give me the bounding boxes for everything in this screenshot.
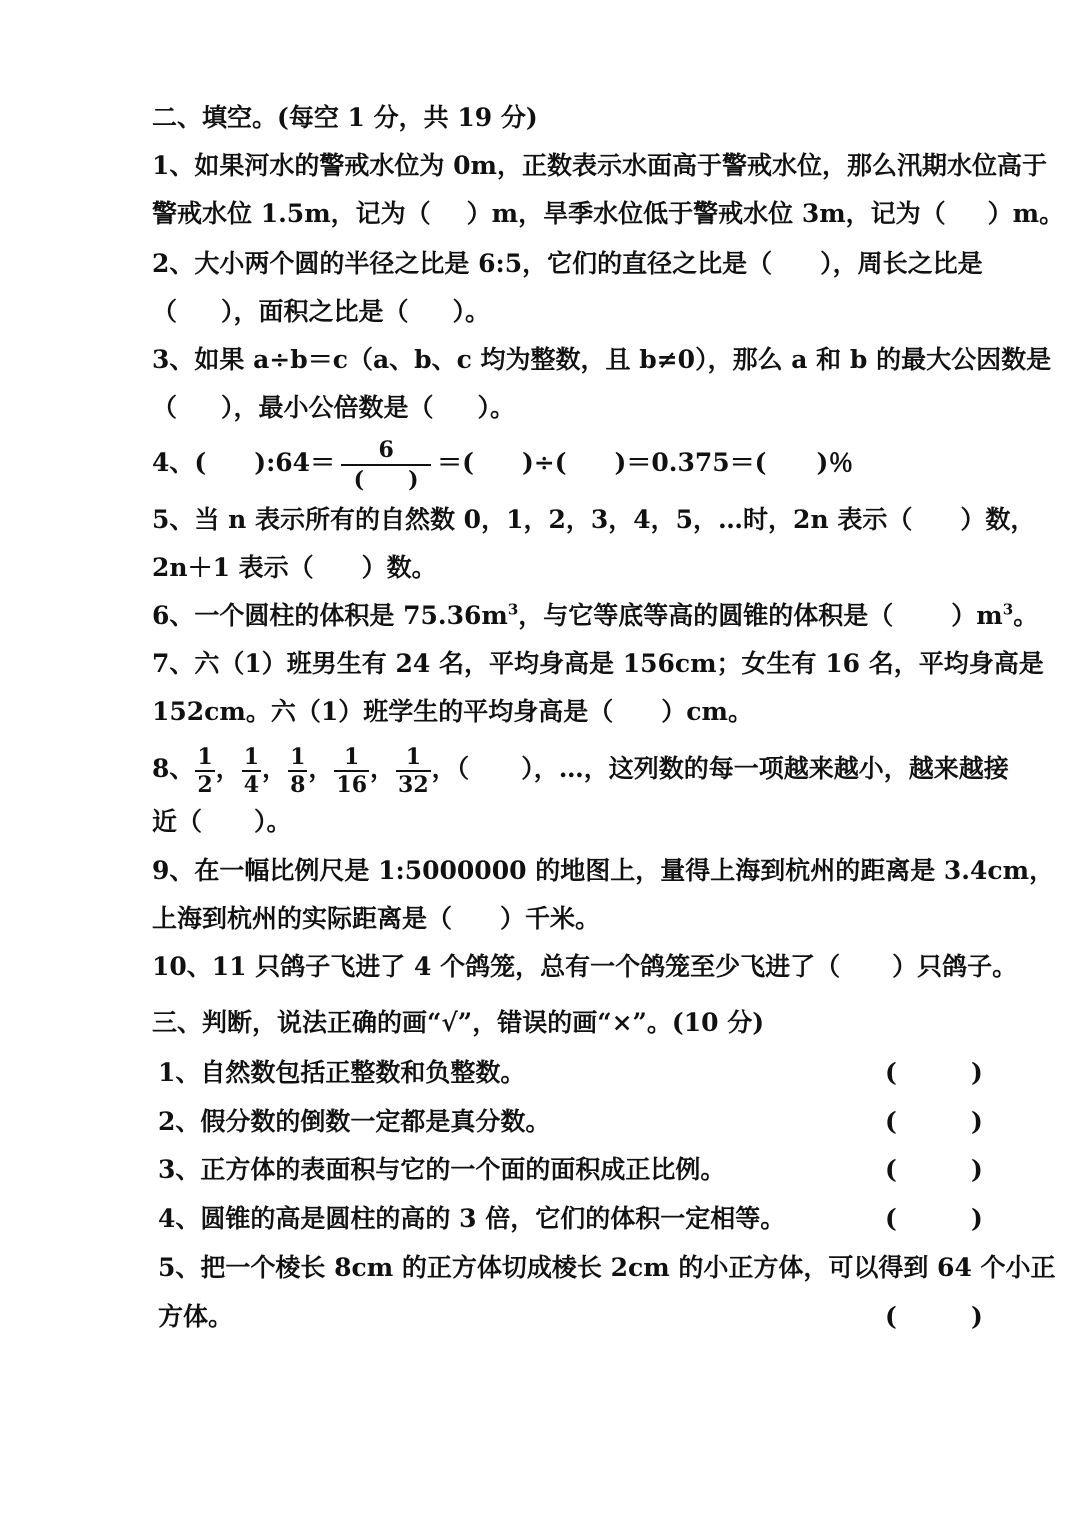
section-3-title: 三、判断，说法正确的画“√”，错误的画“×”。(10 分) xyxy=(152,1008,765,1037)
judge-item-4: 4、圆锥的高是圆柱的高的 3 倍，它们的体积一定相等。 xyxy=(158,1204,786,1233)
fraction-1-8: $\frac{1}{8}$ xyxy=(290,743,306,798)
q7-line1: 7、六（1）班男生有 24 名，平均身高是 156cm；女生有 16 名，平均身高是 xyxy=(152,649,1044,678)
q9-line2: 上海到杭州的实际距离是（ ）千米。 xyxy=(152,904,601,933)
q1-line1: 1、如果河水的警戒水位为 0m，正数表示水面高于警戒水位，那么汛期水位高于 xyxy=(152,151,1047,180)
q5-line2: 2n＋1 表示（ ）数。 xyxy=(152,553,437,582)
q2-line2: （ ），面积之比是（ ）。 xyxy=(152,297,491,326)
q4-line: 4、( ):64＝ $\frac{6}{( )}$ ＝( )÷( )＝0.375＝( )％ xyxy=(152,436,854,493)
q3-line1: 3、如果 a÷b＝c（a、b、c 均为整数，且 b≠0），那么 a 和 b 的最大公因数是 xyxy=(152,345,1052,374)
q1-line2: 警戒水位 1.5m，记为（ ）m，旱季水位低于警戒水位 3m，记为（ ）m。 xyxy=(152,199,1065,228)
section-2-title: 二、填空。(每空 1 分，共 19 分) xyxy=(152,103,538,132)
q8-line2: 近（ ）。 xyxy=(152,807,292,836)
fraction-1-4: $\frac{1}{4}$ xyxy=(243,743,260,798)
q5-line1: 5、当 n 表示所有的自然数 0，1，2，3，4，5，…时，2n 表示（ ）数， xyxy=(152,505,1036,534)
fraction-6-over-blank: $\frac{6}{( )}$ xyxy=(341,436,431,494)
q3-line2: （ ），最小公倍数是（ ）。 xyxy=(152,393,516,422)
fraction-1-2: $\frac{1}{2}$ xyxy=(197,743,213,798)
q10-line: 10、11 只鸽子飞进了 4 个鸽笼，总有一个鸽笼至少飞进了（ ）只鸽子。 xyxy=(152,952,1018,981)
q6-line: 6、一个圆柱的体积是 $75.36m^3$，与它等底等高的圆锥的体积是（ ）$m^3$。 xyxy=(152,600,1039,630)
fraction-1-32: $\frac{1}{32}$ xyxy=(398,743,429,798)
judge-item-5: 5、把一个棱长 8cm 的正方体切成棱长 2cm 的小正方体，可以得到 64 个小正 xyxy=(158,1253,1056,1282)
judge-item-2: 2、假分数的倒数一定都是真分数。 xyxy=(158,1107,551,1136)
q7-line2: 152cm。六（1）班学生的平均身高是（ ）cm。 xyxy=(152,697,753,726)
q2-line1: 2、大小两个圆的半径之比是 6:5，它们的直径之比是（ ），周长之比是 xyxy=(152,249,983,278)
judge-item-3: 3、正方体的表面积与它的一个面的面积成正比例。 xyxy=(158,1155,726,1184)
q8-line1: 8、 $\frac{1}{2}$ ， $\frac{1}{4}$ ， $\frac{1}{8}$ ， $\frac{1}{16}$ ， $\frac{1}{32}$ ，（ ），…，这列数的每一项越来越小，越来越接 xyxy=(152,743,1009,798)
exam-page: 二、填空。(每空 1 分，共 19 分) 1、如果河水的警戒水位为 0m，正数表示水面高于警戒水位，那么汛期水位高于 警戒水位 1.5m，记为（ ）m，旱季水位低于警戒水位 3m，记为（ ）m。 2、大小两个圆的半径之比是 6:5，它们的直径之比是（ ），周长之比是 （ ），面积之比是（ ）。 3、如果 a÷b＝c（a、b、c 均为整数，且 b≠0），那么 a 和 b 的最大公因数是 （ ），最小公倍数是（ ）。 4、( ):64＝ $\frac{6}{( )}$ ＝( )÷( )＝0.375＝( )％ 5、当 n 表示所有的自然数 0，1，2，3，4，5，…时，2n 表示（ ）数， 2n＋1 表示（ ）数。 6、一个圆柱的体积是 $75.36m^3$，与它等底等高的圆锥的体积是（ ）$m^3$。 7、六（1）班男生有 24 名，平均身高是 156cm；女生有 16 名，平均身高是 152cm。六（1）班学生的平均身高是（ ）cm。 8、 $\frac{1}{2}$ ， $\frac{1}{4}$ ， $\frac{1}{8}$ ， $\frac{1}{16}$ ， $\frac{1}{32}$ ，（ ），…，这列数的每一项越来越小，越来越接 近（ ）。 9、在一幅比例尺是 1:5000000 的地图上，量得上海到杭州的距离是 3.4cm， 上海到杭州的实际距离是（ ）千米。 10、11 只鸽子飞进了 4 个鸽笼，总有一个鸽笼至少飞进了（ ）只鸽子。 三、判断，说法正确的画“√”，错误的画“×”。(10 分) 1、自然数包括正整数和负整数。 ( ) 2、假分数的倒数一定都是真分数。 ( ) 3、正方体的表面积与它的一个面的面积成正比例。 ( ) 4、圆锥的高是圆柱的高的 3 倍，它们的体积一定相等。 ( ) 5、把一个棱长 8cm 的正方体切成棱长 2cm 的小正方体，可以得到 64 个小正 方体。 ( ) xyxy=(0,0,1080,1526)
judge-item-1: 1、自然数包括正整数和负整数。 xyxy=(158,1058,526,1087)
q9-line1: 9、在一幅比例尺是 1:5000000 的地图上，量得上海到杭州的距离是 3.4cm， xyxy=(152,856,1055,885)
fraction-1-16: $\frac{1}{16}$ xyxy=(336,743,368,798)
judge-item-5-line2: 方体。 xyxy=(158,1302,234,1331)
